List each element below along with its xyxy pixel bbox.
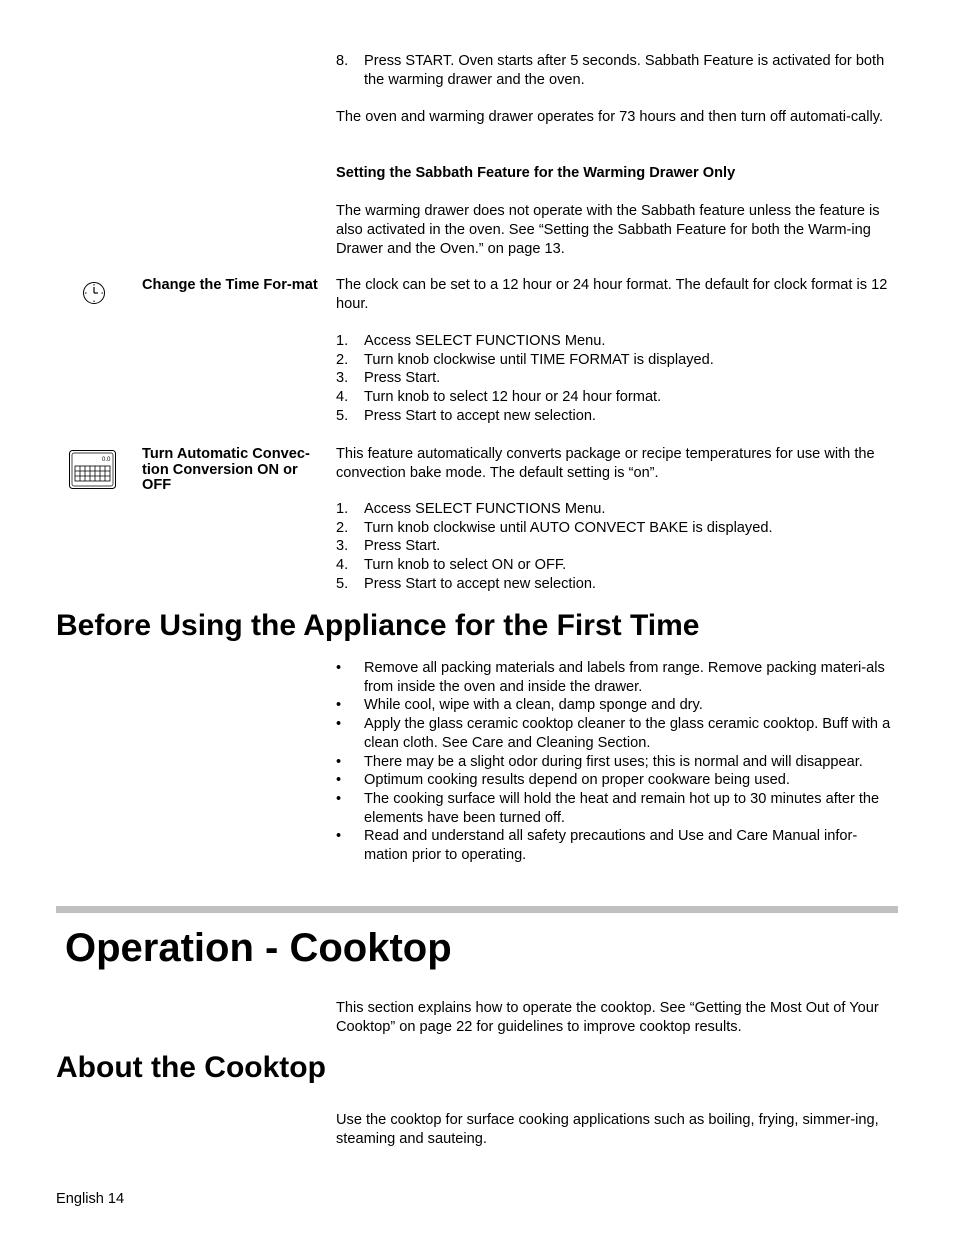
- section-divider: [56, 906, 898, 913]
- operation-cooktop-heading: Operation - Cooktop: [65, 926, 452, 970]
- convection-conversion-title: Turn Automatic Convec-tion Conversion ON or OFF: [142, 446, 310, 493]
- step-number: 2.: [336, 351, 349, 368]
- list-item: [336, 407, 900, 426]
- step-number: 4.: [336, 557, 349, 574]
- list-item: [336, 715, 900, 752]
- bullet: •: [336, 716, 342, 733]
- page-footer: English 14: [56, 1191, 125, 1207]
- step-text: Press Start.: [364, 370, 441, 387]
- list-item: [336, 753, 900, 772]
- warming-drawer-subheading: Setting the Sabbath Feature for the Warming Drawer Only: [336, 165, 736, 181]
- list-item-text: Remove all packing materials and labels from range. Remove packing materi-als from inside the oven and inside the drawer.: [364, 660, 885, 695]
- time-format-steps: [336, 332, 900, 426]
- list-item-text: While cool, wipe with a clean, damp sponge and dry.: [364, 697, 703, 714]
- list-item: [336, 696, 900, 715]
- time-format-title: Change the Time For-mat: [142, 277, 318, 293]
- convection-intro: This feature automatically converts package or recipe temperatures for use with the convection bake mode. The default setting is “on”.: [336, 446, 875, 481]
- list-item-text: Apply the glass ceramic cooktop cleaner to the glass ceramic cooktop. Buff with a clean cloth. See Care and Cleaning Section.: [364, 716, 891, 751]
- list-item-text: There may be a slight odor during first uses; this is normal and will disappear.: [364, 753, 863, 770]
- step-number: 8.: [336, 53, 349, 69]
- step-text: Turn knob to select 12 hour or 24 hour format.: [364, 389, 662, 406]
- time-format-intro: The clock can be set to a 12 hour or 24 hour format. The default for clock format is 12 hour.: [336, 277, 888, 312]
- sabbath-steps-continued: [336, 52, 900, 89]
- list-item: [336, 351, 900, 370]
- step-number: 4.: [336, 389, 349, 406]
- step-number: 2.: [336, 519, 349, 536]
- step-number: 5.: [336, 575, 349, 592]
- step-text: Press Start to accept new selection.: [364, 575, 596, 592]
- list-item: [336, 369, 900, 388]
- step-text: Turn knob clockwise until AUTO CONVECT BAKE is displayed.: [364, 519, 773, 536]
- sabbath-duration-paragraph: The oven and warming drawer operates for 73 hours and then turn off automati-cally.: [336, 109, 884, 125]
- step-text: Turn knob to select ON or OFF.: [364, 557, 567, 574]
- list-item: [336, 52, 900, 89]
- step-number: 5.: [336, 407, 349, 424]
- svg-text:0.0: 0.0: [102, 457, 111, 463]
- list-item: [336, 556, 900, 575]
- before-using-heading: Before Using the Appliance for the First Time: [56, 609, 700, 642]
- list-item: [336, 575, 900, 594]
- list-item: [336, 790, 900, 827]
- about-cooktop-heading: About the Cooktop: [56, 1051, 326, 1084]
- step-text: Turn knob clockwise until TIME FORMAT is displayed.: [364, 351, 714, 368]
- step-text: Press Start to accept new selection.: [364, 407, 596, 424]
- list-item: [336, 537, 900, 556]
- bullet: •: [336, 753, 342, 770]
- list-item-text: The cooking surface will hold the heat and remain hot up to 30 minutes after the elements have been turned off.: [364, 790, 880, 826]
- warming-drawer-paragraph: The warming drawer does not operate with the Sabbath feature unless the feature is also activated in the oven. See “Setting the Sabbath Feature for both the Warm-ing Drawer and the Oven.” on page 13.: [336, 203, 880, 257]
- list-item-text: Read and understand all safety precautions and Use and Care Manual infor-mation prior to operating.: [364, 828, 858, 864]
- bullet: •: [336, 772, 342, 789]
- bullet: •: [336, 697, 342, 714]
- list-item: [336, 519, 900, 538]
- step-text: Access SELECT FUNCTIONS Menu.: [364, 501, 606, 517]
- bullet: •: [336, 790, 342, 807]
- bullet: •: [336, 660, 342, 676]
- list-item: [336, 500, 900, 519]
- list-item: [336, 771, 900, 790]
- list-item: [336, 332, 900, 351]
- step-text: Press START. Oven starts after 5 seconds. Sabbath Feature is activated for both the warming drawer and the oven.: [364, 53, 885, 88]
- list-item: [336, 388, 900, 407]
- step-number: 1.: [336, 333, 349, 349]
- before-using-list: [336, 659, 900, 865]
- step-text: Press Start.: [364, 538, 441, 555]
- step-number: 3.: [336, 370, 349, 387]
- step-number: 3.: [336, 538, 349, 555]
- step-number: 1.: [336, 501, 349, 517]
- bullet: •: [336, 828, 342, 845]
- operation-intro: This section explains how to operate the cooktop. See “Getting the Most Out of Your Cooktop” on page 22 for guidelines to improve cooktop results.: [336, 1000, 879, 1035]
- list-item: [336, 659, 900, 696]
- clock-icon: [82, 281, 106, 305]
- convection-steps: [336, 500, 900, 594]
- keypad-display-icon: [69, 450, 116, 489]
- about-cooktop-text: Use the cooktop for surface cooking applications such as boiling, frying, simmer-ing, steaming and sauteing.: [336, 1112, 879, 1147]
- step-text: Access SELECT FUNCTIONS Menu.: [364, 333, 606, 349]
- list-item-text: Optimum cooking results depend on proper cookware being used.: [364, 772, 790, 789]
- list-item: [336, 827, 900, 864]
